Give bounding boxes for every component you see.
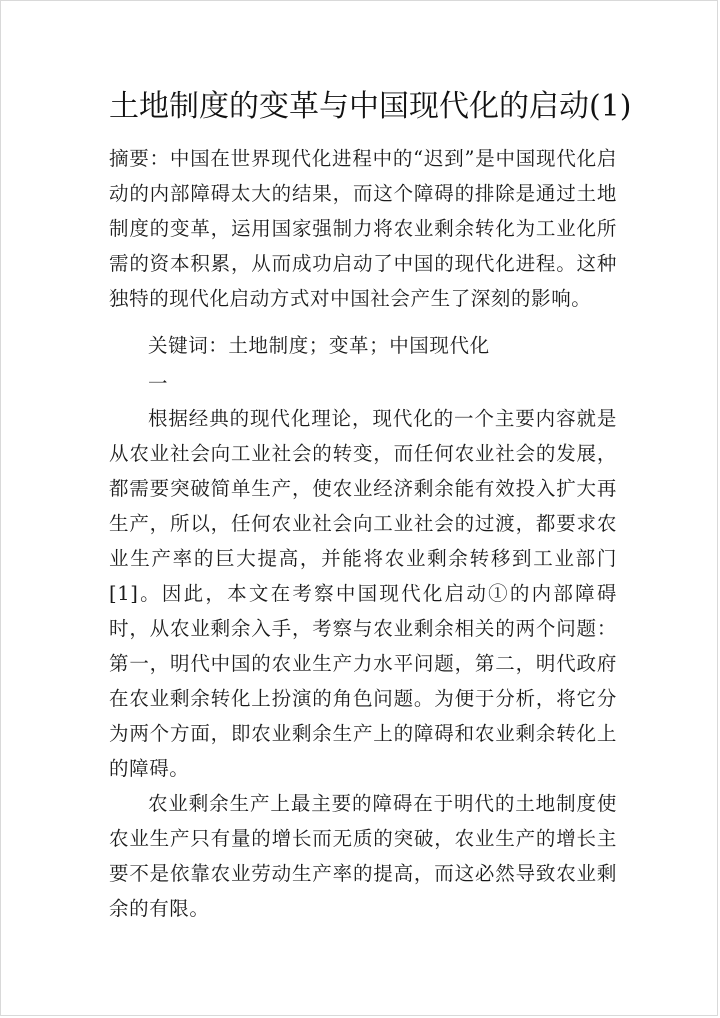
body-paragraph-2: 农业剩余生产上最主要的障碍在于明代的土地制度使农业生产只有量的增长而无质的突破，农业生产的增长主要不是依靠农业劳动生产率的提高，而这必然导致农业剩余的有限。 [109,792,617,920]
abstract-paragraph: 摘要：中国在世界现代化进程中的“迟到”是中国现代化启动的内部障碍太大的结果，而这个障碍的排除是通过土地制度的变革，运用国家强制力将农业剩余转化为工业化所需的资本积累，从而成功启动了中国的现代化进程。这种独特的现代化启动方式对中国社会产生了深刻的影响。 [109,147,617,310]
document-title: 土地制度的变革与中国现代化的启动(1) [109,89,632,124]
keywords-line: 关键词：土地制度；变革；中国现代化 [148,334,490,357]
body-paragraph-1: 根据经典的现代化理论，现代化的一个主要内容就是从农业社会向工业社会的转变，而任何农业社会的发展，都需要突破简单生产，使农业经济剩余能有效投入扩大再生产，所以，任何农业社会向工业社会的过渡，都要求农业生产率的巨大提高，并能将农业剩余转移到工业部门[1]。因此，本文在考察中国现代化启动①的内部障碍时，从农业剩余入手，考察与农业剩余相关的两个问题：第一，明代中国的农业生产力水平问题，第二，明代政府在农业剩余转化上扮演的角色问题。为便于分析，将它分为两个方面，即农业剩余生产上的障碍和农业剩余转化上的障碍。 [109,407,617,780]
section-number: 一 [148,372,169,395]
